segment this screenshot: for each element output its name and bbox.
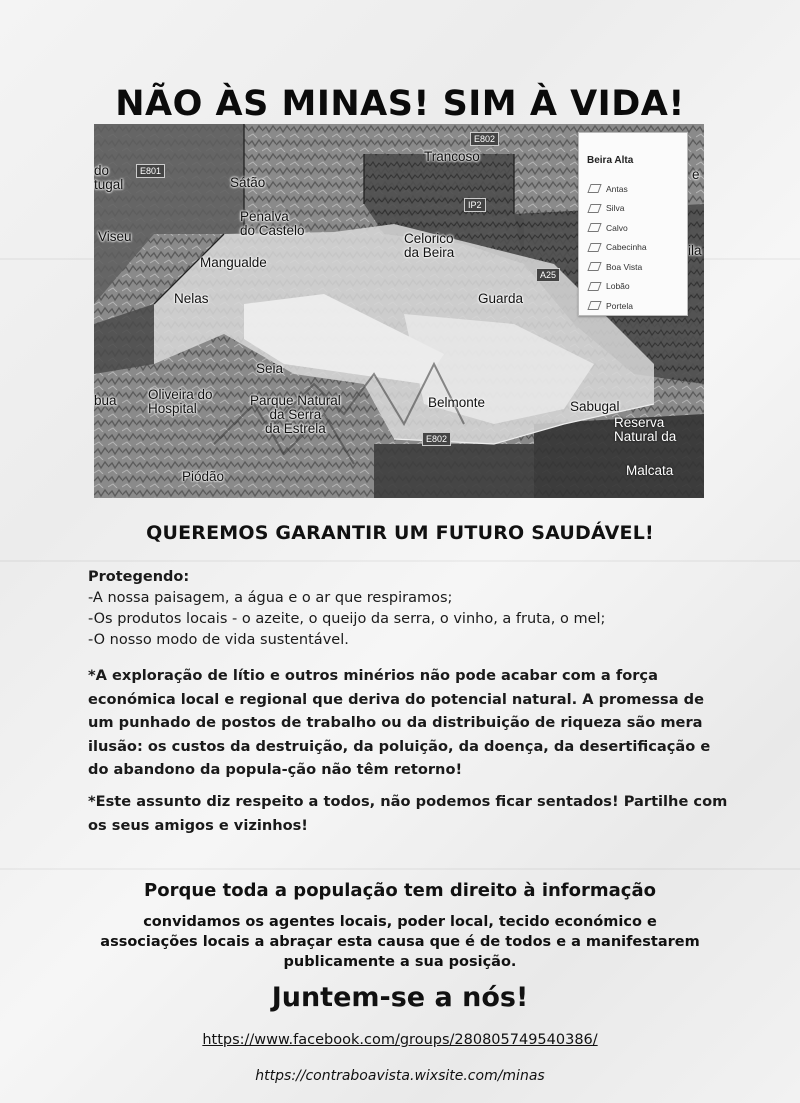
map-town-label: Trancoso: [424, 149, 480, 164]
map-town-label: Seia: [256, 361, 284, 376]
legend-item[interactable]: Boa Vista: [589, 257, 647, 277]
map-town-label: Nelas: [174, 291, 209, 306]
map-image: [94, 124, 704, 498]
map-town-label: Parque Natural da Serra da Estrela: [250, 393, 341, 437]
legend-item[interactable]: Portela: [589, 296, 647, 316]
lithium-paragraph: *A exploração de lítio e outros minérios não pode acabar com a força económica local e regional que deriva do potencial natural. A promessa de um punhado de postos de trabalho ou da distribuição de riqueza são mera ilusão: os custos da destruição, da poluição, da doença, da desertificação e do abandono da popula-ção não têm retorno!: [88, 667, 711, 778]
legend-list: [589, 179, 647, 316]
website-link[interactable]: https://contraboavista.wixsite.com/minas: [255, 1068, 545, 1084]
legend-item[interactable]: Cabecinha: [589, 238, 647, 258]
map-road-label: E801: [136, 164, 165, 178]
headline: NÃO ÀS MINAS! SIM À VIDA!: [115, 84, 685, 124]
map-road-label: E802: [422, 432, 451, 446]
join-us-heading: Juntem-se a nós!: [271, 982, 529, 1013]
share-paragraph: *Este assunto diz respeito a todos, não podemos ficar sentados! Partilhe com os seus amigos e vizinhos!: [88, 793, 728, 834]
protect-item: -O nosso modo de vida sustentável.: [88, 632, 349, 648]
legend-item[interactable]: Silva: [589, 199, 647, 219]
paper-crease: [0, 868, 800, 870]
map-town-label: Mangualde: [200, 255, 267, 270]
cta-heading: Porque toda a população tem direito à informação: [144, 880, 656, 901]
map-pin-icon: [587, 282, 601, 291]
legend-item[interactable]: Lobão: [589, 277, 647, 297]
map-town-label: Celorico da Beira: [404, 231, 455, 261]
cta-invitation: convidamos os agentes locais, poder local, tecido económico e associações locais a abraçar esta causa que é de todos e a manifestarem publicamente a sua posição.: [100, 914, 700, 970]
protect-list: [88, 567, 728, 651]
map-town-label: e: [692, 167, 700, 182]
map-town-label: Belmonte: [428, 395, 486, 410]
subheading: QUEREMOS GARANTIR UM FUTURO SAUDÁVEL!: [146, 522, 654, 544]
map-legend: [578, 132, 688, 316]
legend-item[interactable]: Antas: [589, 179, 647, 199]
map-road-label: A25: [536, 268, 560, 282]
legend-title: Beira Alta: [587, 155, 634, 166]
map-road-label: E802: [470, 132, 499, 146]
map-pin-icon: [587, 262, 601, 271]
map-town-label: ila: [688, 243, 702, 258]
map-pin-icon: [587, 301, 601, 310]
map-town-label: bua: [94, 393, 117, 408]
facebook-link[interactable]: https://www.facebook.com/groups/280805749540386/: [202, 1032, 598, 1048]
map-town-label: Sabugal: [570, 399, 620, 414]
protect-item: -Os produtos locais - o azeite, o queijo da serra, o vinho, a fruta, o mel;: [88, 611, 606, 627]
map-town-label: Reserva Natural da: [614, 415, 677, 445]
map-pin-icon: [587, 223, 601, 232]
protect-item: -A nossa paisagem, a água e o ar que respiramos;: [88, 590, 453, 606]
map-town-label: Sátão: [230, 175, 266, 190]
protect-title: Protegendo:: [88, 569, 190, 585]
legend-item[interactable]: Calvo: [589, 218, 647, 238]
map-town-label: Malcata: [626, 463, 674, 478]
map-pin-icon: [587, 184, 601, 193]
map-town-label: Oliveira do Hospital: [148, 387, 213, 417]
map-town-label: Viseu: [98, 229, 132, 244]
map-town-label: do tugal: [94, 163, 124, 193]
paper-crease: [0, 560, 800, 562]
map-town-label: Guarda: [478, 291, 524, 306]
map-road-label: IP2: [464, 198, 486, 212]
map-pin-icon: [587, 204, 601, 213]
map-pin-icon: [587, 243, 601, 252]
map-town-label: Piódão: [182, 469, 225, 484]
map-town-label: Penalva do Castelo: [240, 209, 305, 239]
